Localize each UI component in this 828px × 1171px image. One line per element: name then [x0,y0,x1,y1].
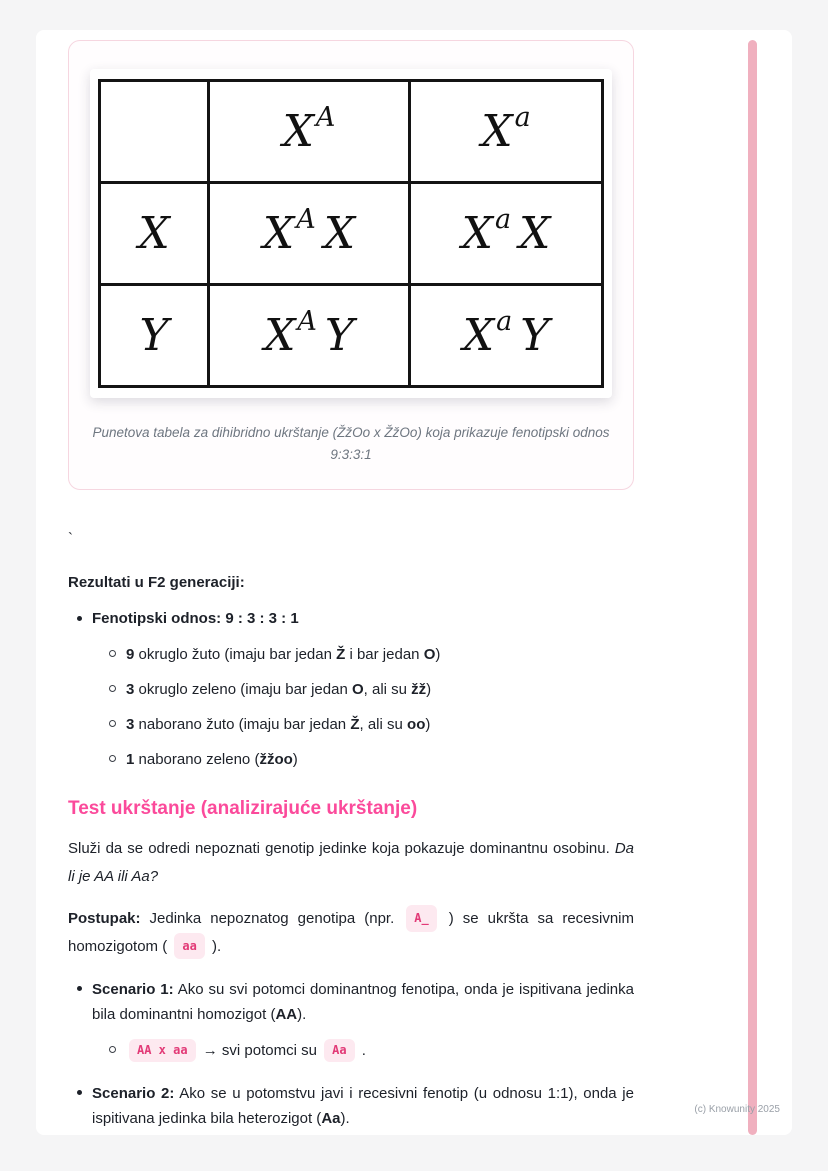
list-item-label: Fenotipski odnos: 9 : 3 : 3 : 1 [92,610,299,628]
text-segment: ) se ukršta sa recesivnim homozigotom ( [68,910,634,956]
code-badge: A_ [406,905,436,931]
text-segment: okruglo zeleno (imaju bar jedan [134,680,352,698]
allele-second: X [323,208,356,259]
text-segment: Ako su svi potomci dominantnog fenotipa, onda je ispitivana jedinka bila dominantni homozigot ( [92,980,634,1024]
text-segment: Aa [321,1110,341,1128]
text-segment: 9 [126,645,135,663]
punnett-row [100,285,603,387]
text-segment: Jedinka nepoznatog genotipa (npr. [140,910,404,928]
text-segment: ) [292,750,298,768]
scenario-list [68,977,634,1132]
text-segment: Scenario 1: [92,980,174,998]
punnett-row-header: Y [100,285,209,387]
allele-second: Y [520,310,550,361]
text-segment: . [357,1041,366,1059]
allele-base: X [262,208,295,259]
postupak-paragraph [68,905,634,961]
text-segment: Da li je AA ili Aa? [68,839,634,885]
allele-superscript: a [496,306,513,338]
code-badge: AA x aa [129,1039,196,1062]
allele-base: X [461,208,493,259]
punnett-col-header [209,81,410,183]
document-content [36,30,634,1132]
allele-superscript: A [296,204,316,236]
text-segment: AA [275,1006,298,1024]
copyright-footer: (c) Knowunity 2025 [694,1104,780,1115]
text-segment: i bar jedan [345,645,424,663]
scenario-1-text [92,977,634,1028]
allele-second: Y [324,310,354,361]
text-segment: žžoo [259,750,293,768]
text-segment: naborano žuto (imaju bar jedan [134,715,351,733]
text-segment: naborano zeleno ( [134,750,260,768]
allele-superscript: A [297,306,317,338]
text-segment: oo [407,715,426,733]
scrollbar-stripe[interactable] [748,40,757,1135]
list-item-scenario-2 [92,1081,634,1132]
list-item [126,1039,634,1063]
text-segment: ). [297,1006,307,1024]
text-segment: 1 [126,750,135,768]
text-segment: , ali su [363,680,412,698]
text-segment: ). [207,938,222,956]
results-list [68,607,634,772]
document-sheet [36,30,792,1135]
punnett-cell [410,183,603,285]
text-segment: 3 [126,715,135,733]
allele-second: X [519,208,551,259]
punnett-cell [410,285,603,387]
text-segment: Ako se u potomstvu javi i recesivni fenotip (u odnosu 1:1), onda je ispitivana jedinka bila heterozigot ( [92,1084,634,1128]
text-segment: Ž [336,645,346,663]
allele-superscript: a [514,102,531,134]
punnett-caption: Punetova tabela za dihibridno ukrštanje (ŽžOo x ŽžOo) koja prikazuje fenotipski odnos 9:3:3:1 [92,425,610,462]
punnett-table [98,79,604,388]
text-segment: ). [340,1110,350,1128]
results-sublist [92,643,634,772]
text-segment: okruglo žuto (imaju bar jedan [134,645,337,663]
list-item [126,678,634,702]
allele-superscript: a [494,204,512,236]
text-segment: 3 [126,680,135,698]
text-segment: Ž [350,715,360,733]
text-segment: ) [435,645,441,663]
list-item [126,713,634,737]
punnett-cell [209,285,410,387]
punnett-row [100,183,603,285]
scenario-2-text [92,1081,634,1132]
allele-base: X [264,310,296,361]
punnett-table-image [90,69,612,398]
allele-base: X [481,106,513,157]
code-badge: Aa [324,1039,354,1062]
text-segment: O [423,645,436,663]
text-segment: žž [411,680,427,698]
text-segment: O [351,680,364,698]
allele-base: X [462,310,495,361]
text-segment: ) [426,680,432,698]
text-segment: Postupak: [68,910,141,928]
punnett-card [68,40,634,490]
scenario-1-sublist [92,1039,634,1063]
punnett-header-row [100,81,603,183]
punnett-corner-cell [100,81,209,183]
list-item [126,643,634,667]
allele-superscript: A [315,102,336,134]
section-heading-test-ukrstanje: Test ukrštanje (analizirajuće ukrštanje) [68,797,418,819]
stray-backtick: ` [68,530,73,548]
results-heading: Rezultati u F2 generaciji: [68,574,245,592]
text-segment: ) [425,715,431,733]
list-item-scenario-1 [92,977,634,1063]
punnett-cell [209,183,410,285]
text-segment: → svi potomci su [198,1041,322,1059]
list-item [126,748,634,772]
text-segment: , ali su [359,715,408,733]
punnett-row-header: X [100,183,209,285]
allele-base: X [282,106,314,157]
list-item-fenotipski-odnos [92,607,634,772]
intro-paragraph [68,835,634,891]
text-segment: Služi da se odredi nepoznati genotip jedinke koja pokazuje dominantnu osobinu. [68,839,615,857]
code-badge: aa [174,933,204,959]
punnett-col-header [410,81,603,183]
text-segment: Scenario 2: [92,1084,175,1102]
